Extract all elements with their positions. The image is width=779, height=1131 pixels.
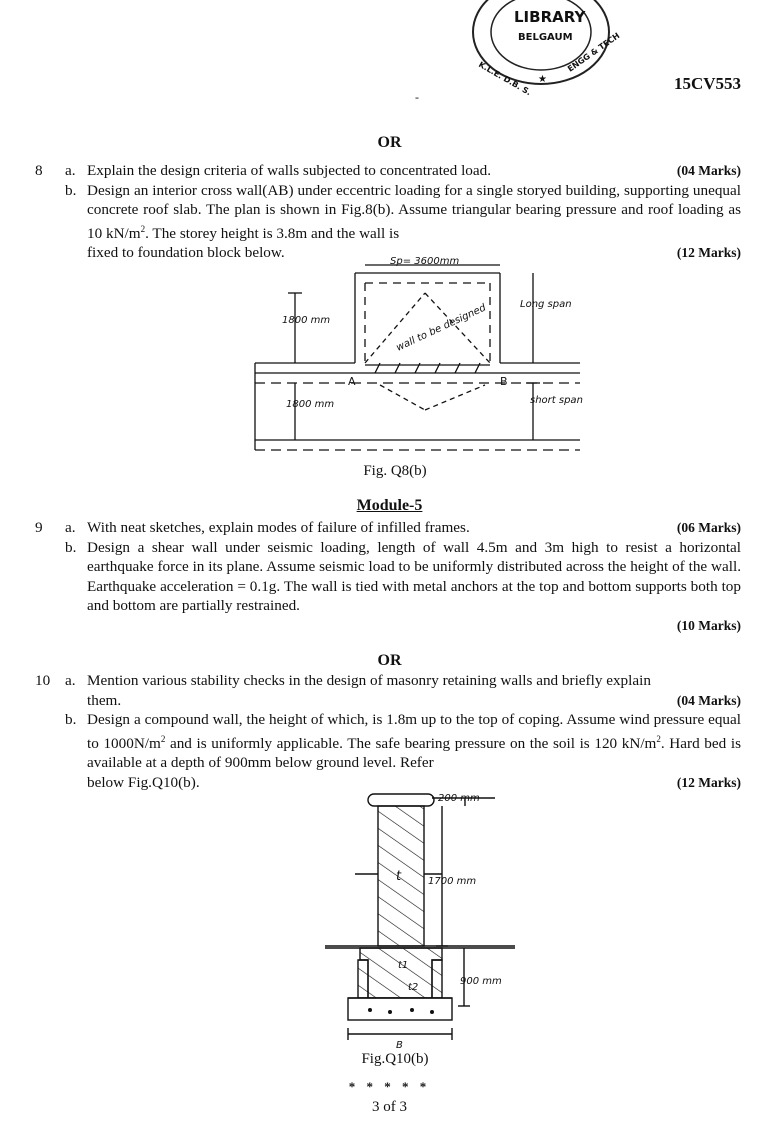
q8a xyxy=(35,161,741,181)
q9a xyxy=(35,518,741,538)
q9-number: 9 xyxy=(35,519,43,536)
q10a xyxy=(35,671,741,710)
q10a-text: Mention various stability checks in the design of masonry retaining walls and briefly explain xyxy=(87,672,651,689)
q10b-text: Design a compound wall, the height of which, is 1.8m up to the top of coping. Assume wind pressure equal to $1000N/m^2$ and is uniformly applicable. The safe bearing pressure on the soil is 120 $kN/m^2$. Hard bed is available at a depth of 900mm below ground level. Refer xyxy=(87,711,741,772)
page-number: 3 of 3 xyxy=(372,1099,407,1115)
q8-fig-1800-bottom: 1800 mm xyxy=(286,399,335,410)
q9b xyxy=(35,538,741,636)
end-stars: * * * * * xyxy=(348,1079,431,1094)
q10-fig-1700: 1700 mm xyxy=(428,876,477,887)
figure-q10b xyxy=(320,788,520,1051)
q8a-text: Explain the design criteria of walls subjected to concentrated load. xyxy=(87,162,492,179)
dash-mark: - xyxy=(415,90,419,104)
q10-number: 10 xyxy=(35,672,51,689)
question-10 xyxy=(35,671,741,792)
q8b xyxy=(35,181,741,263)
q9b-marks: (10 Marks) xyxy=(676,617,741,633)
q8a-marks: (04 Marks) xyxy=(676,163,741,178)
q10b-label: b. xyxy=(65,711,77,728)
q10-fig-b: B xyxy=(396,1040,403,1051)
q8a-label: a. xyxy=(65,162,76,179)
q9a-marks: (06 Marks) xyxy=(676,520,741,535)
q10-fig-t1: t1 xyxy=(398,960,409,971)
q8-fig-wall-label: wall to be designed xyxy=(394,302,488,354)
q10-fig-200: 200 mm xyxy=(438,793,480,804)
q8-fig-1800-top: 1800 mm xyxy=(282,315,331,326)
course-code: 15CV553 xyxy=(673,74,741,93)
q8-fig-short-span: short span xyxy=(530,395,583,406)
q10b xyxy=(35,710,741,792)
q9a-label: a. xyxy=(65,519,76,536)
q9a-text: With neat sketches, explain modes of failure of infilled frames. xyxy=(87,519,470,536)
stamp-line1: LIBRARY xyxy=(514,8,586,26)
q8b-text-last: fixed to foundation block below. xyxy=(87,244,285,262)
q10b-text-last: below Fig.Q10(b). xyxy=(87,773,200,791)
q9b-label: b. xyxy=(65,538,77,556)
q10a-text-last: them. xyxy=(87,691,122,709)
q8-fig-span-label: Sp= 3600mm xyxy=(390,256,460,267)
q10b-marks: (12 Marks) xyxy=(676,774,741,790)
q8-fig-b: B xyxy=(500,375,508,388)
fig-q10b-caption: Fig.Q10(b) xyxy=(361,1051,429,1067)
q8-fig-a: A xyxy=(348,375,356,388)
or-separator-2: OR xyxy=(377,652,402,669)
stamp-ring-left: K.L.E. D.B. S. xyxy=(477,59,533,98)
q8b-marks: (12 Marks) xyxy=(676,245,741,261)
figure-q8b xyxy=(250,255,585,460)
q8b-text: Design an interior cross wall(AB) under eccentric loading for a single storyed building, supporting unequal concrete roof slab. The plan is shown in Fig.8(b). Assume triangular bearing pressure and roof loading as 10 $kN/m^2$. The storey height is 3.8m and the wall is xyxy=(87,181,741,242)
q10-fig-t: t xyxy=(396,869,402,884)
stamp-ring-right: ENGG & TECH xyxy=(565,31,622,74)
q8-fig-long-span: Long span xyxy=(520,299,572,310)
q9b-text: Design a shear wall under seismic loading, length of wall 4.5m and 3m high to resist a horizontal earthquake force in its plane. Assume seismic load to be uniformly distributed across the height of the wall. Earthquake acceleration = 0.1g. The wall is tied with metal anchors at the top and bottom supports both top and bottom are partially restrained. xyxy=(87,538,741,614)
or-separator-1: OR xyxy=(377,134,402,151)
question-9 xyxy=(35,518,741,635)
fig-q8b-caption: Fig. Q8(b) xyxy=(363,463,427,479)
stamp-line2: BELGAUM xyxy=(518,32,573,43)
q8b-label: b. xyxy=(65,181,77,199)
q10-fig-t2: t2 xyxy=(408,982,419,993)
q10-fig-900: 900 mm xyxy=(460,976,502,987)
q10a-label: a. xyxy=(65,672,76,689)
library-stamp xyxy=(470,0,622,98)
q8-number: 8 xyxy=(35,162,43,179)
q10a-marks: (04 Marks) xyxy=(676,692,741,708)
question-8 xyxy=(35,161,741,263)
stamp-star-icon: ★ xyxy=(538,74,547,85)
module-5-heading: Module-5 xyxy=(356,497,423,514)
